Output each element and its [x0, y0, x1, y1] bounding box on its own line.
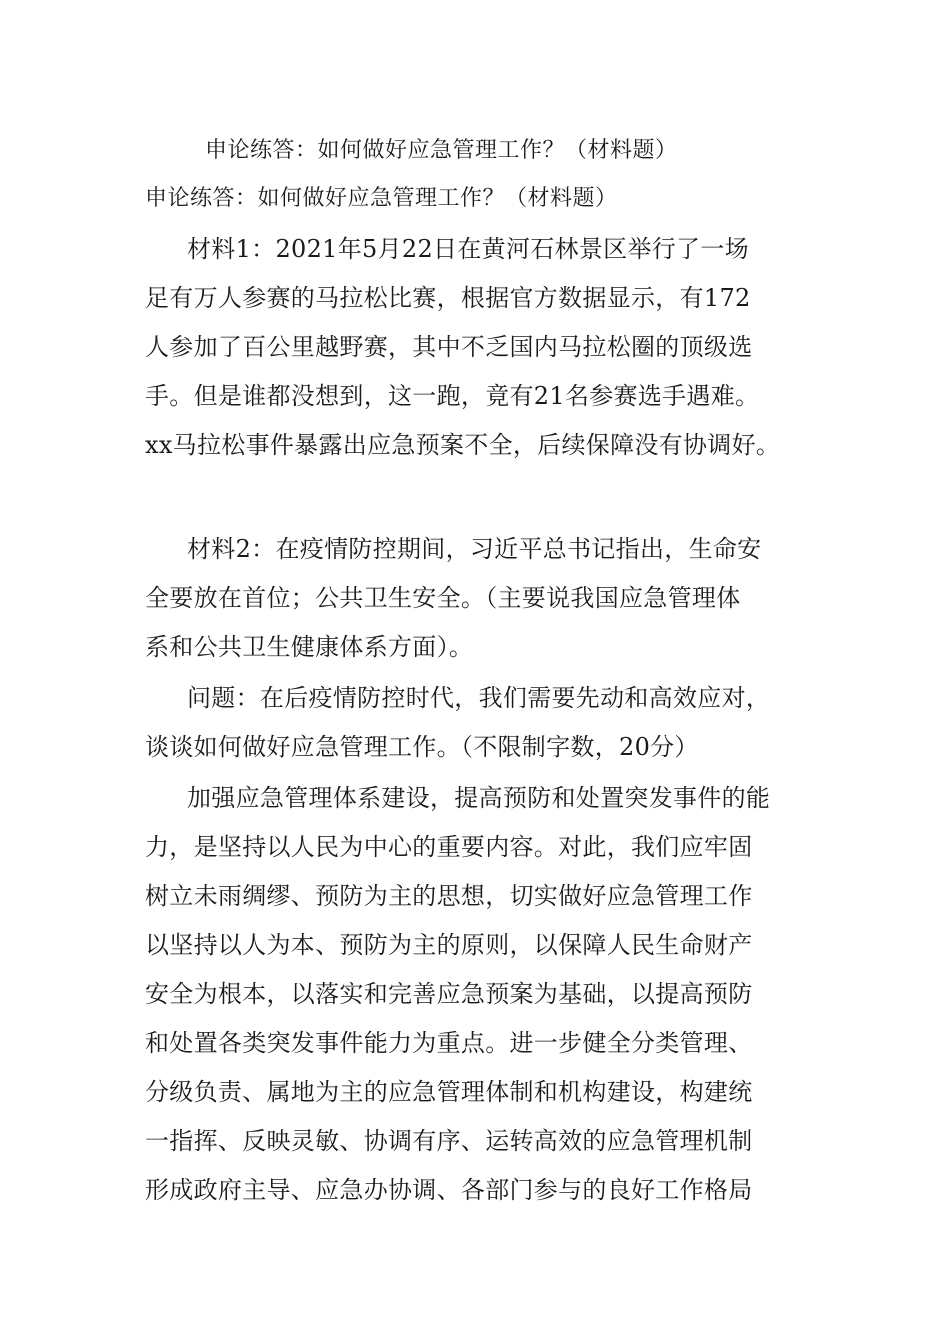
material-1-line: 足有万人参赛的马拉松比赛，根据官方数据显示，有172: [145, 284, 751, 312]
document-title: 申论练答：如何做好应急管理工作？（材料题）: [205, 138, 678, 163]
answer-line: 安全为根本，以落实和完善应急预案为基础，以提高预防: [145, 980, 753, 1008]
answer-line: 分级负责、属地为主的应急管理体制和机构建设，构建统: [145, 1078, 753, 1106]
question-line: 谈谈如何做好应急管理工作。（不限制字数，20分）: [145, 733, 699, 761]
material-1-line: 材料1：2021年5月22日在黄河石林景区举行了一场: [187, 235, 749, 263]
answer-line: 力，是坚持以人民为中心的重要内容。对此，我们应牢固: [145, 833, 753, 861]
material-1-line: 人参加了百公里越野赛，其中不乏国内马拉松圈的顶级选: [145, 333, 753, 361]
material-1-line: xx马拉松事件暴露出应急预案不全，后续保障没有协调好。: [145, 431, 781, 459]
answer-line: 和处置各类突发事件能力为重点。进一步健全分类管理、: [145, 1029, 753, 1057]
material-1-line: 手。但是谁都没想到，这一跑，竟有21名参赛选手遇难。: [145, 382, 760, 410]
material-2-line: 材料2：在疫情防控期间，习近平总书记指出，生命安: [187, 535, 762, 563]
material-1-paragraph: [145, 225, 815, 470]
document-subtitle: 申论练答：如何做好应急管理工作？（材料题）: [145, 186, 618, 211]
answer-line: 形成政府主导、应急办协调、各部门参与的良好工作格局: [145, 1176, 753, 1204]
answer-paragraph: [145, 774, 815, 1215]
question-paragraph: [145, 674, 815, 772]
material-2-line: 系和公共卫生健康体系方面）。: [145, 633, 474, 661]
answer-line: 一指挥、反映灵敏、协调有序、运转高效的应急管理机制: [145, 1127, 753, 1155]
answer-line: 以坚持以人为本、预防为主的原则，以保障人民生命财产: [145, 931, 753, 959]
question-line: 问题：在后疫情防控时代，我们需要先动和高效应对，: [187, 684, 771, 712]
answer-line: 加强应急管理体系建设，提高预防和处置突发事件的能: [187, 784, 771, 812]
material-2-line: 全要放在首位；公共卫生安全。（主要说我国应急管理体: [145, 584, 741, 612]
answer-line: 树立未雨绸缪、预防为主的思想，切实做好应急管理工作: [145, 882, 753, 910]
material-2-paragraph: [145, 525, 815, 672]
